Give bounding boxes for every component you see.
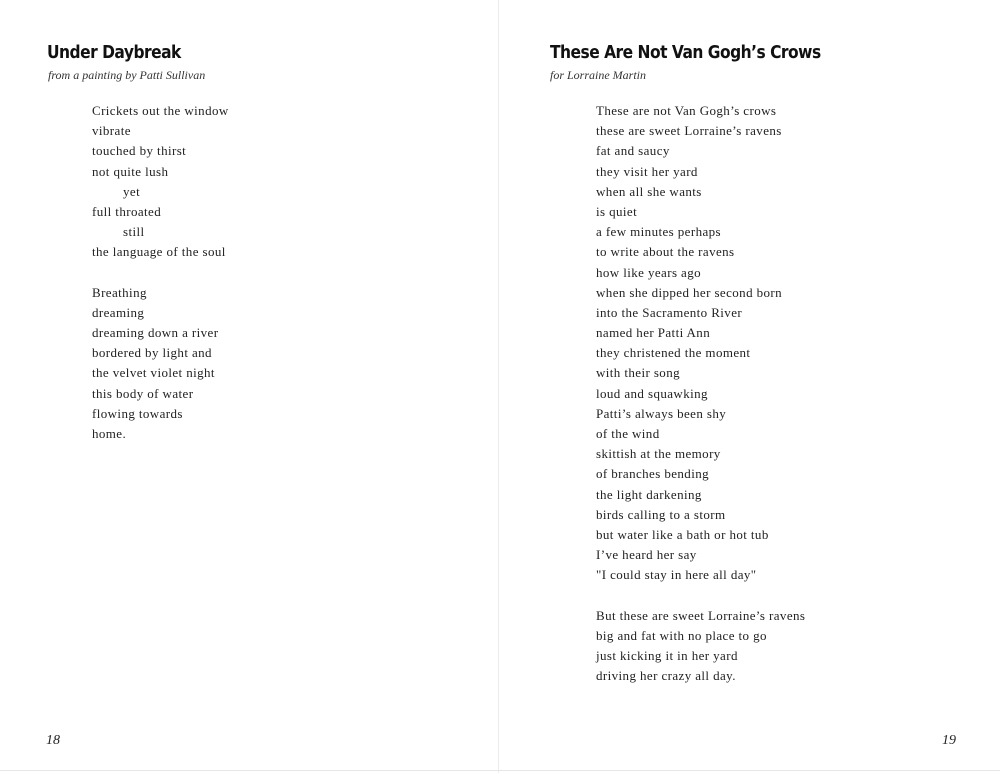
poem-line: full throated xyxy=(92,203,162,219)
poem-line: flowing towards xyxy=(92,405,183,421)
poem-dedication: for Lorraine Martin xyxy=(550,68,647,82)
poem-line: is quiet xyxy=(596,203,638,219)
poem-line: just kicking it in her yard xyxy=(596,648,738,664)
poem-line: big and fat with no place to go xyxy=(596,627,767,643)
poem-line: touched by thirst xyxy=(92,143,187,159)
poem-line: I’ve heard her say xyxy=(596,547,697,563)
right-page xyxy=(500,0,1000,773)
poem-dedication: from a painting by Patti Sullivan xyxy=(48,68,206,82)
page-number: 19 xyxy=(942,733,956,748)
poem-line: birds calling to a storm xyxy=(596,506,726,522)
poem-line: still xyxy=(123,224,145,240)
poem-line: the velvet violet night xyxy=(92,365,215,381)
poem-line: "I could stay in here all day" xyxy=(596,567,757,583)
poem-line: the light darkening xyxy=(596,486,702,502)
poem-line: the language of the soul xyxy=(92,244,226,260)
left-page xyxy=(0,0,498,773)
poem-line: they visit her yard xyxy=(596,163,698,179)
poem-line: these are sweet Lorraine’s ravens xyxy=(596,123,782,139)
poem-line: they christened the moment xyxy=(596,345,751,361)
poem-line: skittish at the memory xyxy=(596,446,721,462)
poem-body xyxy=(596,101,805,686)
poem-line: how like years ago xyxy=(596,264,702,280)
poem-line: Patti’s always been shy xyxy=(596,405,727,421)
poem-line: fat and saucy xyxy=(596,143,670,159)
poem-line: vibrate xyxy=(92,123,131,139)
poem-title: These Are Not Van Gogh’s Crows xyxy=(550,42,821,63)
poem-body xyxy=(92,101,229,444)
gutter-divider xyxy=(498,0,499,773)
poem-line: this body of water xyxy=(92,385,194,401)
poem-line: when all she wants xyxy=(596,183,702,199)
poem-line: when she dipped her second born xyxy=(596,284,783,300)
poem-line: to write about the ravens xyxy=(596,244,735,260)
poem-line: of branches bending xyxy=(596,466,710,482)
poem-line: not quite lush xyxy=(92,163,169,179)
stanza-break xyxy=(92,263,229,283)
poem-line: yet xyxy=(123,183,141,199)
poem-line: with their song xyxy=(596,365,680,381)
poem-line: home. xyxy=(92,426,127,441)
poem-line: bordered by light and xyxy=(92,345,212,361)
poem-line: driving her crazy all day. xyxy=(596,668,736,684)
poem-line: named her Patti Ann xyxy=(596,325,711,341)
poem-line: Crickets out the window xyxy=(92,103,229,118)
stanza-break xyxy=(596,586,805,606)
poem-line: of the wind xyxy=(596,426,660,441)
poem-line: into the Sacramento River xyxy=(596,304,743,320)
poem-line: dreaming down a river xyxy=(92,325,219,341)
poem-line: loud and squawking xyxy=(596,385,708,401)
poem-line: These are not Van Gogh’s crows xyxy=(596,103,777,118)
poem-line: but water like a bath or hot tub xyxy=(596,526,769,542)
poem-line: Breathing xyxy=(92,284,147,300)
page-number: 18 xyxy=(46,733,60,748)
poem-line: But these are sweet Lorraine’s ravens xyxy=(596,607,806,623)
poem-line: dreaming xyxy=(92,304,145,320)
poem-line: a few minutes perhaps xyxy=(596,224,721,240)
poem-title: Under Daybreak xyxy=(47,42,181,63)
